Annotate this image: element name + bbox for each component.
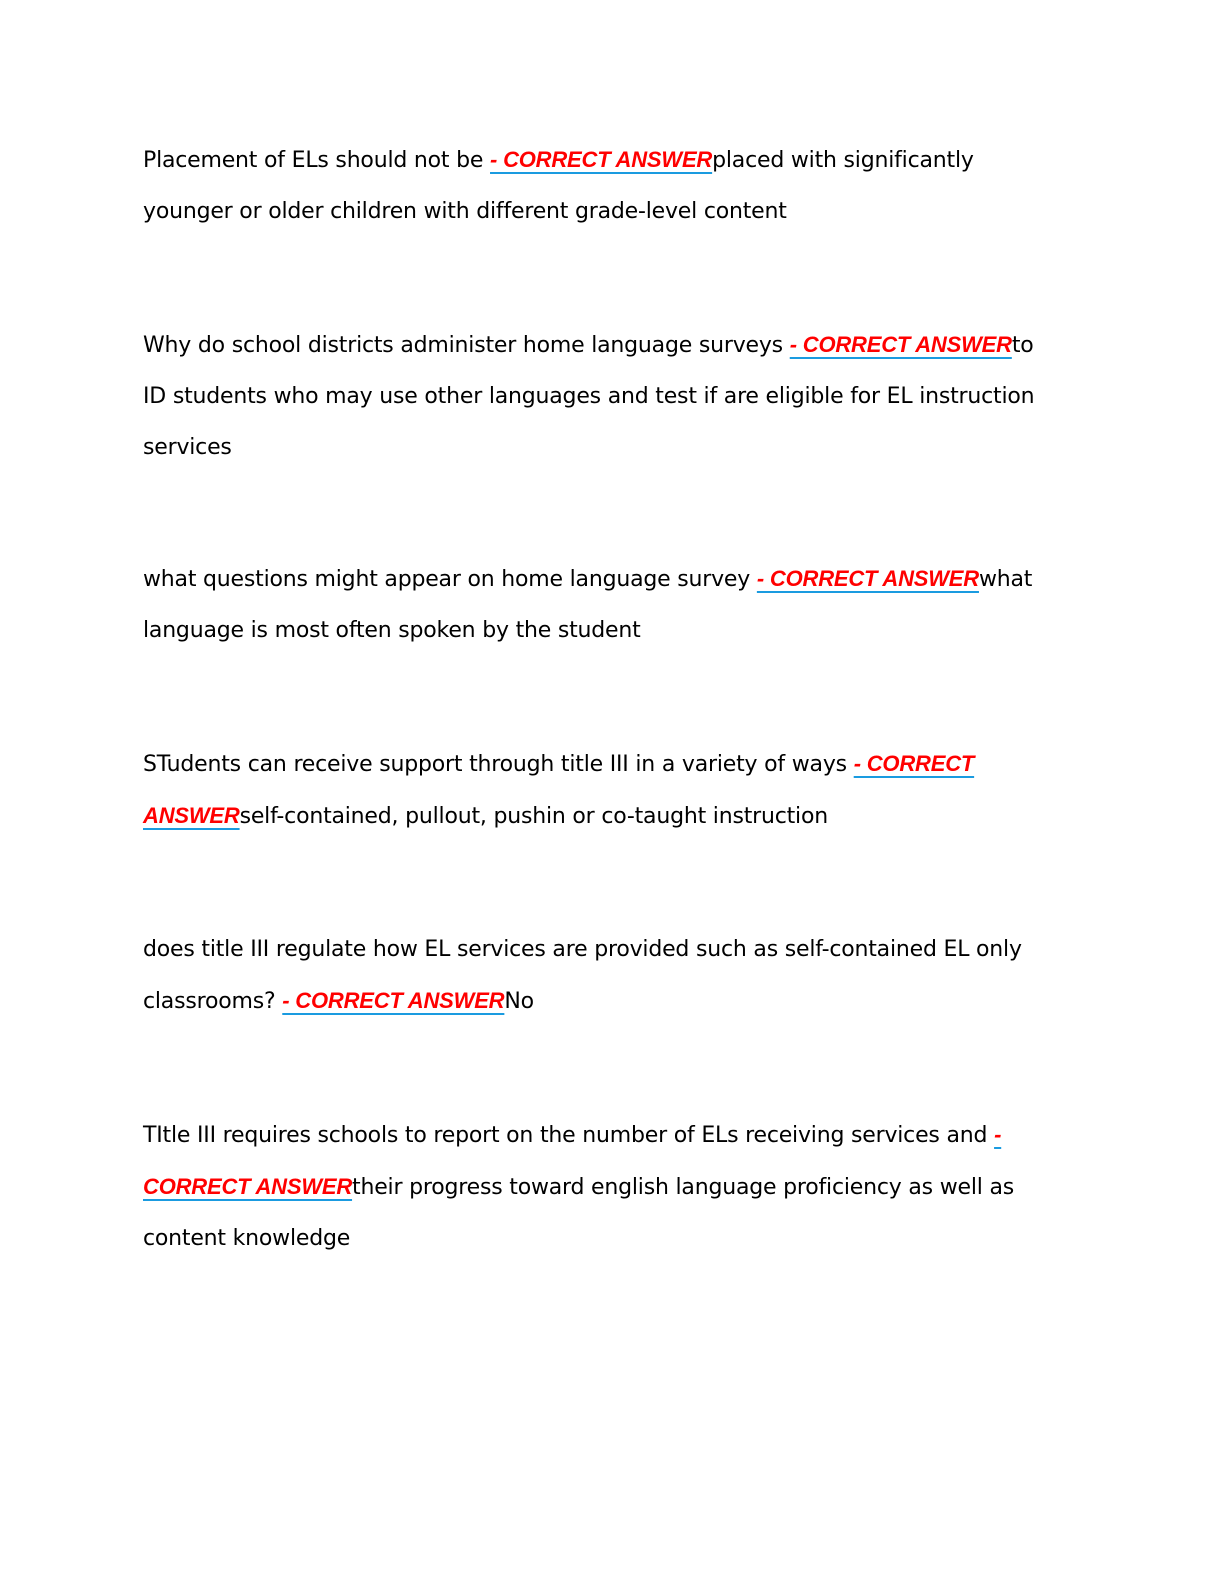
- qa-item: [143, 924, 1063, 1027]
- qa-item: [143, 1109, 1063, 1264]
- correct-answer-marker: - CORRECT ANSWER: [789, 332, 1012, 357]
- answer-text: their progress toward english language proficiency as well as content knowledge: [143, 1175, 1014, 1251]
- qa-item: [143, 738, 1063, 842]
- question-text: Placement of ELs should not be: [143, 148, 491, 173]
- document-body: [143, 134, 1063, 1346]
- answer-text: self-contained, pullout, pushin or co-taught instruction: [239, 804, 828, 829]
- correct-answer-marker: - CORRECT ANSWER: [756, 566, 979, 591]
- question-text: STudents can receive support through title III in a variety of ways: [143, 752, 854, 777]
- answer-text: placed with significantly younger or older children with different grade-level content: [143, 148, 974, 224]
- correct-answer-marker: - CORRECT ANSWER: [282, 988, 505, 1013]
- correct-answer-marker: - CORRECT ANSWER: [143, 751, 975, 828]
- question-text: what questions might appear on home language survey: [143, 567, 757, 592]
- correct-answer-marker: - CORRECT ANSWER: [490, 147, 713, 172]
- question-text: does title III regulate how EL services are provided such as self-contained EL only classrooms?: [143, 937, 1022, 1014]
- qa-item: [143, 134, 1063, 237]
- answer-text: to ID students who may use other languages and test if are eligible for EL instruction services: [143, 333, 1035, 460]
- answer-text: No: [504, 989, 534, 1014]
- answer-text: what language is most often spoken by the student: [143, 567, 1033, 643]
- question-text: Why do school districts administer home language surveys: [143, 333, 790, 358]
- qa-item: [143, 553, 1063, 656]
- question-text: TItle III requires schools to report on the number of ELs receiving services and: [143, 1123, 995, 1148]
- qa-item: [143, 319, 1063, 473]
- correct-answer-marker: - CORRECT ANSWER: [143, 1122, 1002, 1199]
